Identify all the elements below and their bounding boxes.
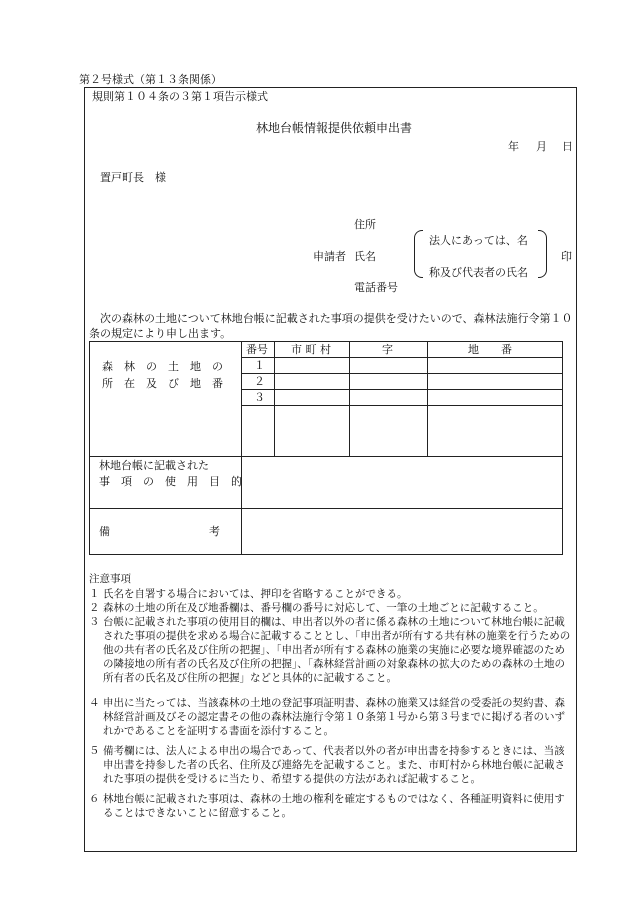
- note-item: ２ 森林の土地の所在及び地番欄は、番号欄の番号に対応して、一筆の土地ごとに記載すること。: [89, 602, 544, 614]
- seal-mark: 印: [561, 250, 572, 263]
- land-label-line-2: 所 在 及 び 地 番: [102, 377, 223, 390]
- corporate-note-line-2: 称及び代表者の氏名: [429, 266, 528, 279]
- open-bracket: [414, 230, 423, 278]
- notes-title: 注意事項: [89, 573, 131, 585]
- date-month: 月: [536, 140, 547, 153]
- note-item: ３ 台帳に記載された事項の使用目的欄は、申出者以外の者に係る森林の土地について林地台帳に記載された事項の提供を求める場合に記載することとし、「申出者が所有する共有林の施業を行うための他の共有者の氏名及び住所の把握」、「申出者が所有する森林の施業の実施に必要な境界確認のための隣接地の所有者の氏名及び住所の把握」、「森林経営計画の対象森林の拡大のための森林の土地の所有者の氏名及び住所の把握」などと具体的に記載すること。: [89, 616, 571, 684]
- purpose-label-line-2: 事 項 の 使 用 目 的: [99, 475, 242, 488]
- close-bracket: [538, 230, 547, 278]
- note-item: １ 氏名を自署する場合においては、押印を省略することができる。: [89, 588, 408, 600]
- row-number-1: １: [254, 359, 265, 372]
- note-item: ６ 林地台帳に記載された事項は、森林の土地の権利を確定するものではなく、各種証明資料に使用することはできないことに留意すること。: [89, 793, 565, 819]
- date-year: 年: [508, 140, 519, 153]
- corporate-note-line-1: 法人にあっては、名: [429, 234, 528, 247]
- applicant-label: 申請者: [313, 250, 346, 263]
- note-item: ４ 申出に当たっては、当該森林の土地の登記事項証明書、森林の施業又は経営の受委託の契約書、森林経営計画及びその認定書その他の森林法施行令第１０条第１号から第３号までに掲げる者のいずれかであることを証明する書面を添付すること。: [89, 697, 565, 737]
- intro-line-1: 次の森林の土地について林地台帳に記載された事項の提供を受けたいので、森林法施行令第１０: [100, 312, 573, 325]
- header-number: 番号: [246, 343, 268, 356]
- row-number-2: ２: [254, 375, 265, 388]
- header-aza: 字: [382, 343, 393, 356]
- land-label-line-1: 森 林 の 土 地 の: [102, 360, 223, 373]
- addressee: 置戸町長 様: [100, 171, 166, 184]
- purpose-label-line-1: 林地台帳に記載された: [99, 459, 209, 472]
- form-number: 第２号様式（第１３条関係）: [79, 73, 222, 86]
- name-label: 氏名: [354, 250, 376, 263]
- phone-label: 電話番号: [354, 281, 398, 294]
- address-label: 住所: [354, 218, 376, 231]
- header-lot-number: 地 番: [468, 343, 512, 356]
- remarks-label: 備 考: [99, 525, 220, 538]
- regulation-label: 規則第１０４条の３第１項告示様式: [92, 90, 268, 103]
- row-number-3: ３: [254, 391, 265, 404]
- intro-line-2: 条の規定により申し出ます。: [89, 327, 232, 340]
- form-title: 林地台帳情報提供依頼申出書: [256, 121, 413, 135]
- header-municipality: 市 町 村: [291, 343, 331, 356]
- note-item: ５ 備考欄には、法人による申出の場合であって、代表者以外の者が申出書を持参するときには、当該申出書を持参した者の氏名、住所及び連絡先を記載すること。また、市町村から林地台帳に記載された事項の提供を受けるに当たり、希望する提供の方法があれば記載すること。: [89, 745, 565, 785]
- date-day: 日: [562, 140, 573, 153]
